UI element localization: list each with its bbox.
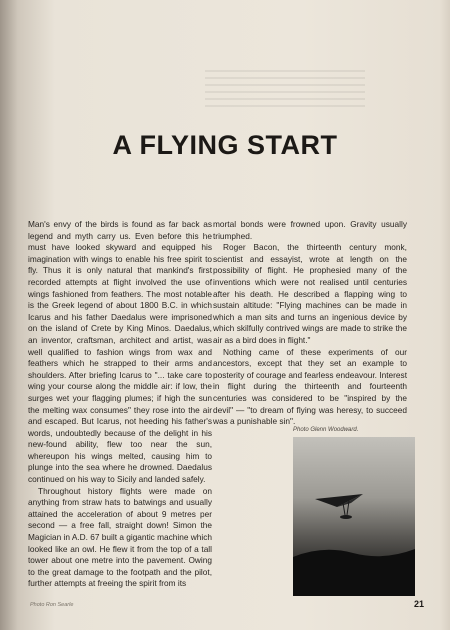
hang-glider-silhouette xyxy=(293,437,415,596)
paragraph: Man's envy of the birds is found as far back as legend and myth carry us. Even before this he must have looked skyward and equipped his imagination with wings to enable his free spirit to fly. Thus it is only natural that mankind's first recorded attempts at flight involved the use of wings fashioned from feathers. The most notable is the Greek legend of about 1800 B.C. in which Icarus and his father Daedalus were imprisoned on the island of Crete by King Minos. Daedalus, an inventor, craftsman, architect and artist, was well qualified to fashion wings from wax and feathers which he strapped to their arms and shoulders. After briefing Icarus to "... take care to wing your course along the middle air: if low, the surges wet your flagging plumes; if high the sun the melting wax consumes" they rose into the air and escaped. But Icarus, not heeding his father's words, undoubtedly because of the delight in his new-found ability, flew too near the sun, whereupon his wings melted, causing him to plunge into the sea where he drowned. Daedalus continued on his way to Sicily and landed safely. xyxy=(28,219,212,485)
photo-credit: Photo Ron Searle xyxy=(30,602,74,608)
paragraph: Throughout history flights were made on anything from straw hats to batwings and usually attained the acceleration of about 9 metres per second — a free fall, straight down! Simon the Magician in A.D. 67 built a gigantic machine which looked like an owl. He flew it from the top of a tall tower about one metre into the pavement. Owing to the great damage to the footpath and the pilot, further attempts at freeing the spirit from its xyxy=(28,485,213,589)
paragraph: Nothing came of these experiments of our ancestors, except that they set an example to posterity of courage and fearless endeavour. Interest in flight during the thirteenth and fourteenth centuries was considered to be "inspired by the devil" — "to dream of flying was heresy, to succeed was a punishable sin". xyxy=(213,346,407,427)
right-column xyxy=(213,219,407,428)
show-through-text xyxy=(205,70,365,110)
paragraph: Roger Bacon, the thirteenth century monk, scientist and essayist, wrote at length on the possibility of flight. He prophesied many of the inventions which were not realised until centuries after his death. He described a flapping wing to sustain altitude: "Flying machines can be made in which a man sits and turns an ingenious device by which skilfully contrived wings are made to strike the air as a bird does in flight." xyxy=(213,242,407,345)
hang-glider-photo xyxy=(293,437,415,596)
page-number: 21 xyxy=(414,599,425,609)
paragraph: mortal bonds were frowned upon. Gravity usually triumphed. xyxy=(213,219,407,241)
left-column xyxy=(28,219,212,590)
article-title: A FLYING START xyxy=(112,130,338,160)
photo-credit: Photo Glenn Woodward. xyxy=(293,427,359,433)
